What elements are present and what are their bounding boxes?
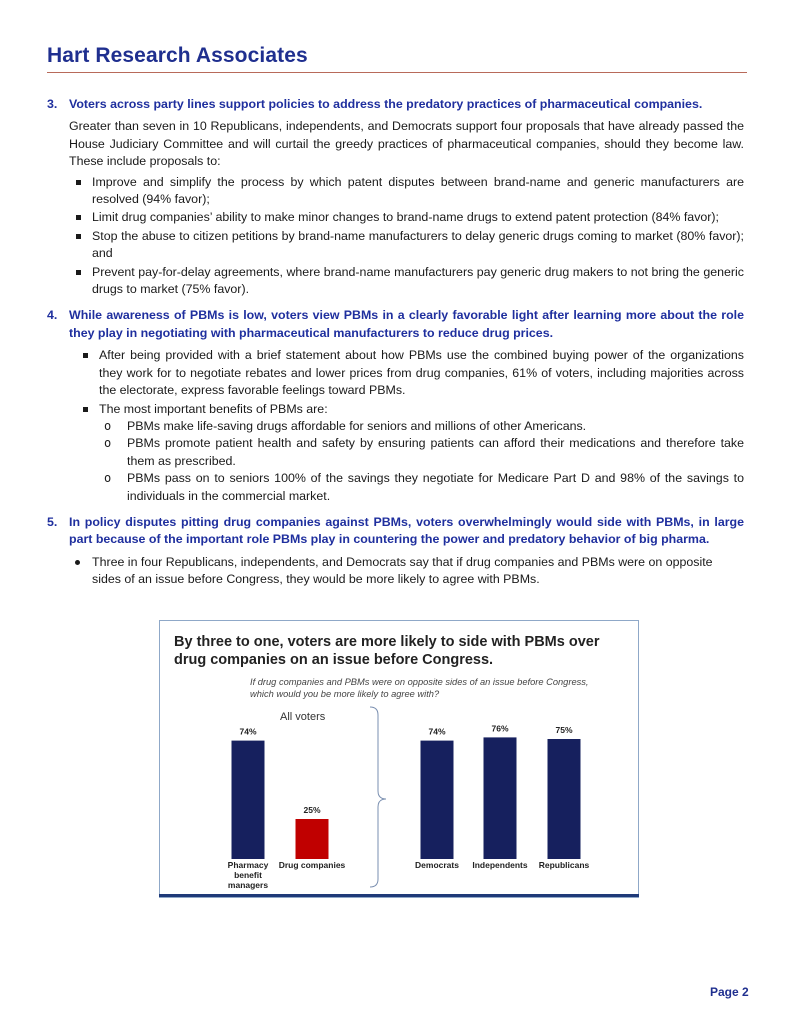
- bar-democrats: [421, 741, 454, 859]
- section-heading: While awareness of PBMs is low, voters view PBMs in a clearly favorable light after learning more about the role they play in negotiating with pharmaceutical manufacturers to reduce drug prices.: [69, 308, 744, 340]
- category-label: Democrats: [415, 860, 459, 870]
- bullet-list: [69, 174, 744, 299]
- section-heading: Voters across party lines support policies to address the predatory practices of pharmaceutical companies.: [69, 97, 703, 111]
- header-divider: [47, 72, 747, 73]
- bar-value-label: 25%: [303, 805, 321, 815]
- chart-panel: [159, 620, 639, 898]
- sub-bullet-item: o PBMs make life-saving drugs affordable for seniors and millions of other Americans.: [99, 418, 744, 435]
- report-header-title: Hart Research Associates: [47, 44, 308, 67]
- section-3: [47, 96, 744, 298]
- bullet-item: Three in four Republicans, independents, and Democrats say that if drug companies and PBMs were on opposite sides of an issue before Congress, they would be more likely to agree with PBMs.: [69, 554, 744, 589]
- chart-bottom-bar: [159, 894, 639, 897]
- bar-republicans: [548, 739, 581, 859]
- section-number: 5.: [47, 514, 58, 529]
- category-label: Pharmacy: [227, 860, 269, 870]
- chart-title: By three to one, voters are more likely to side with PBMs over drug companies on an issue before Congress.: [174, 634, 600, 668]
- page-number: Page 2: [710, 985, 749, 999]
- bullet-list: [69, 554, 744, 589]
- section-number: 4.: [47, 308, 58, 323]
- bar-value-label: 75%: [555, 725, 573, 735]
- bar-value-label: 74%: [428, 726, 446, 737]
- bar-value-label: 76%: [491, 723, 509, 734]
- group-brace: [370, 707, 386, 887]
- bullet-item: [76, 401, 744, 505]
- document-body: [47, 96, 744, 589]
- bullet-item: Stop the abuse to citizen petitions by brand-name manufacturers to delay generic drugs coming to market (80% favor); and: [69, 228, 744, 263]
- section-5: [47, 514, 744, 589]
- bullet-item: Limit drug companies’ ability to make minor changes to brand-name drugs to extend patent protection (84% favor);: [69, 209, 744, 226]
- bar-pbm: [232, 741, 265, 859]
- bar-drug-companies: [296, 819, 329, 859]
- bullet-item: After being provided with a brief statement about how PBMs use the combined buying power of the organizations they work for to negotiate rebates and lower prices from drug companies, 61% of voters, including majorities across the electorate, express favorable feelings toward PBMs.: [76, 347, 744, 399]
- bullet-item: Improve and simplify the process by which patent disputes between brand-name and generic manufacturers are resolved (94% favor);: [69, 174, 744, 209]
- bullet-text: The most important benefits of PBMs are:: [99, 401, 328, 416]
- category-label: benefit: [234, 870, 262, 880]
- all-voters-label: All voters: [280, 711, 326, 723]
- bar-value-label: 74%: [239, 726, 257, 737]
- category-label: managers: [227, 880, 269, 890]
- section-number: 3.: [47, 97, 58, 111]
- category-label: Drug companies: [278, 860, 346, 870]
- category-label: Independents: [472, 860, 528, 870]
- sub-bullet-list: [99, 418, 744, 505]
- bullet-item: Prevent pay-for-delay agreements, where brand-name manufacturers pay generic drug makers to not bring the generic drugs to market (75% favor).: [69, 264, 744, 299]
- bar-chart: [160, 621, 638, 897]
- bullet-list: [69, 347, 744, 505]
- section-paragraph: Greater than seven in 10 Republicans, independents, and Democrats support four proposals that have already passed the House Judiciary Committee and will curtail the greedy practices of pharmaceutical companies, should they become law. These include proposals to:: [69, 119, 744, 169]
- section-4: [47, 307, 744, 504]
- sub-bullet-item: o PBMs pass on to seniors 100% of the savings they negotiate for Medicare Part D and 98% of the savings to individuals in the commercial market.: [99, 470, 744, 505]
- section-heading: In policy disputes pitting drug companies against PBMs, voters overwhelmingly would side with PBMs, in large part because of the important role PBMs play in countering the power and predatory behavior of big pharma.: [69, 514, 744, 547]
- category-label: Republicans: [538, 860, 590, 870]
- chart-question: If drug companies and PBMs were on opposite sides of an issue before Congress, which would you be more likely to agree with?: [250, 677, 589, 699]
- sub-bullet-item: o PBMs promote patient health and safety by ensuring patients can afford their medications and therefore take them as prescribed.: [99, 435, 744, 470]
- bar-independents: [484, 737, 517, 859]
